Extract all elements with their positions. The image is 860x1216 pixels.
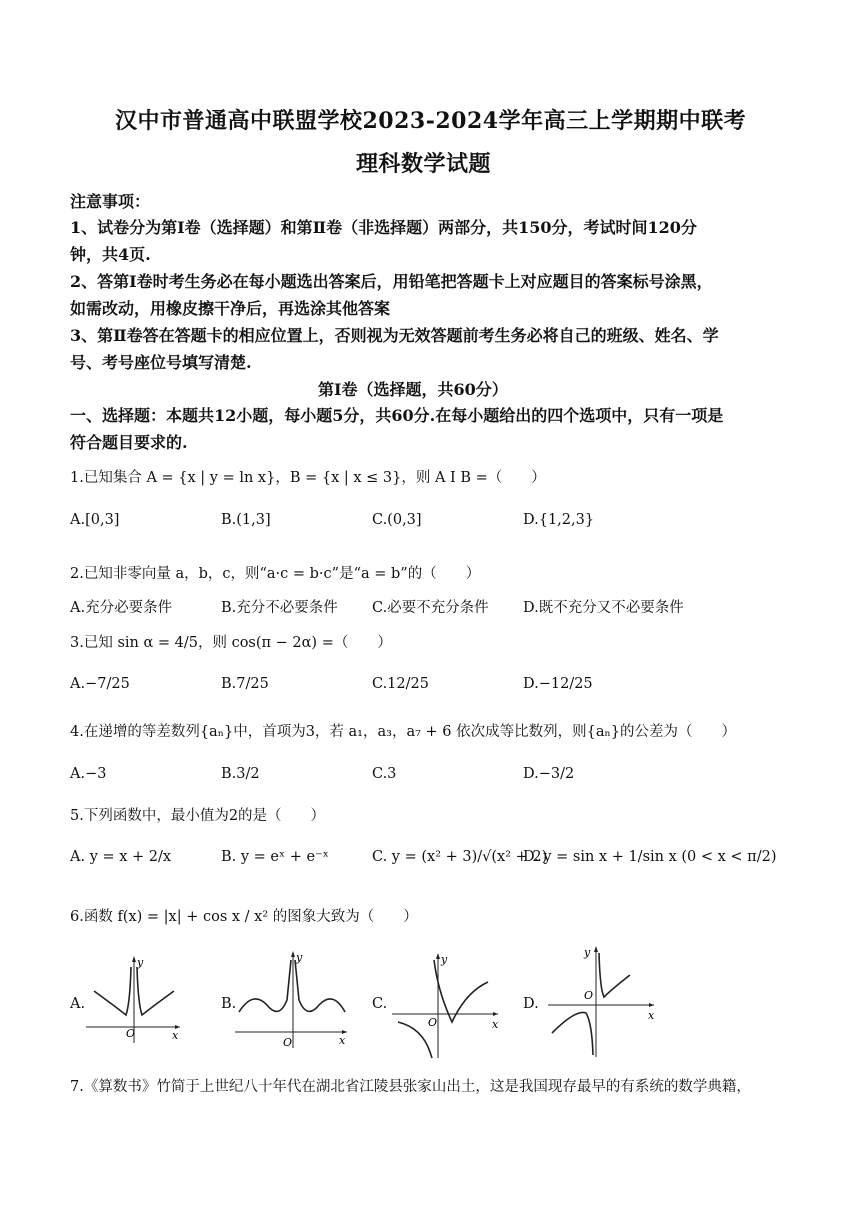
svg-text:x: x [172, 1029, 179, 1042]
option-a: A. y = x + 2/x [70, 849, 172, 865]
option-c: C.12/25 [372, 676, 429, 692]
notice-line: 号、考号座位号填写清楚. [70, 353, 252, 372]
option-c: C.必要不充分条件 [372, 600, 489, 616]
option-d: D.{1,2,3} [523, 512, 595, 528]
question-stem: 4.在递增的等差数列{aₙ}中，首项为3，若 a₁，a₃，a₇ + 6 依次成等比数列，则{aₙ}的公差为（ ） [70, 724, 736, 740]
notice-line: 如需改动，用橡皮擦干净后，再选涂其他答案 [70, 299, 391, 318]
option-a: A. [70, 996, 86, 1012]
option-a: A.充分必要条件 [70, 600, 173, 616]
option-b: B. y = eˣ + e⁻ˣ [221, 849, 329, 865]
svg-text:O: O [126, 1027, 136, 1040]
option-c: C. [372, 996, 388, 1012]
option-c: C.(0,3] [372, 512, 422, 528]
graph-b [235, 950, 350, 1050]
section-heading: 一、选择题：本题共12小题，每小题5分，共60分.在每小题给出的四个选项中，只有一项是 [70, 406, 724, 425]
svg-text:y: y [584, 946, 591, 959]
option-b: B.7/25 [221, 676, 269, 692]
svg-text:y: y [296, 951, 303, 964]
svg-text:O: O [584, 989, 594, 1002]
option-a: A.−3 [70, 766, 107, 782]
graph-c [392, 952, 502, 1060]
question-stem: 2.已知非零向量 a，b，c，则“a·c = b·c”是“a = b”的（ ） [70, 566, 481, 582]
option-a: A.−7/25 [70, 676, 130, 692]
exam-title: 汉中市普通高中联盟学校2023-2024学年高三上学期期中联考 [115, 108, 747, 134]
option-b: B.(1,3] [221, 512, 271, 528]
svg-text:x: x [648, 1009, 655, 1022]
option-c: C.3 [372, 766, 397, 782]
svg-text:x: x [492, 1018, 499, 1031]
svg-text:O: O [428, 1016, 438, 1029]
option-b: B.充分不必要条件 [221, 600, 338, 616]
option-d: D. [523, 996, 539, 1012]
svg-text:y: y [137, 956, 144, 969]
section-heading: 符合题目要求的. [70, 433, 188, 452]
option-b: B.3/2 [221, 766, 260, 782]
option-c: C. y = (x² + 3)/√(x² + 2) [372, 849, 548, 865]
option-a: A.[0,3] [70, 512, 120, 528]
graph-d [548, 945, 660, 1060]
notice-heading: 注意事项： [70, 192, 151, 211]
exam-subtitle: 理科数学试题 [356, 151, 492, 177]
notice-line: 钟，共4页. [70, 245, 151, 264]
svg-text:y: y [441, 953, 448, 966]
option-d: D. y = sin x + 1/sin x (0 < x < π/2) [523, 849, 777, 865]
notice-line: 2、答第Ⅰ卷时考生务必在每小题选出答案后，用铅笔把答题卡上对应题目的答案标号涂黑， [70, 272, 713, 291]
svg-text:O: O [283, 1036, 293, 1049]
svg-text:x: x [339, 1034, 346, 1047]
option-d: D.−12/25 [523, 676, 593, 692]
option-d: D.−3/2 [523, 766, 575, 782]
option-d: D.既不充分又不必要条件 [523, 600, 684, 616]
question-stem: 1.已知集合 A = {x | y = ln x}，B = {x | x ≤ 3}，则 A I B =（ ） [70, 470, 546, 486]
part-heading: 第Ⅰ卷（选择题，共60分） [318, 380, 508, 399]
notice-line: 3、第Ⅱ卷答在答题卡的相应位置上，否则视为无效答题前考生务必将自己的班级、姓名、学 [70, 326, 719, 345]
question-stem: 6.函数 f(x) = |x| + cos x / x² 的图象大致为（ ） [70, 909, 418, 925]
option-b: B. [221, 996, 237, 1012]
graph-a [86, 955, 182, 1045]
question-stem: 5.下列函数中，最小值为2的是（ ） [70, 808, 326, 824]
question-stem: 7.《算数书》竹简于上世纪八十年代在湖北省江陵县张家山出土，这是我国现存最早的有系统的数学典籍， [70, 1079, 751, 1095]
question-stem: 3.已知 sin α = 4/5，则 cos(π − 2α) =（ ） [70, 635, 392, 651]
notice-line: 1、试卷分为第Ⅰ卷（选择题）和第Ⅱ卷（非选择题）两部分，共150分，考试时间120分 [70, 218, 697, 237]
